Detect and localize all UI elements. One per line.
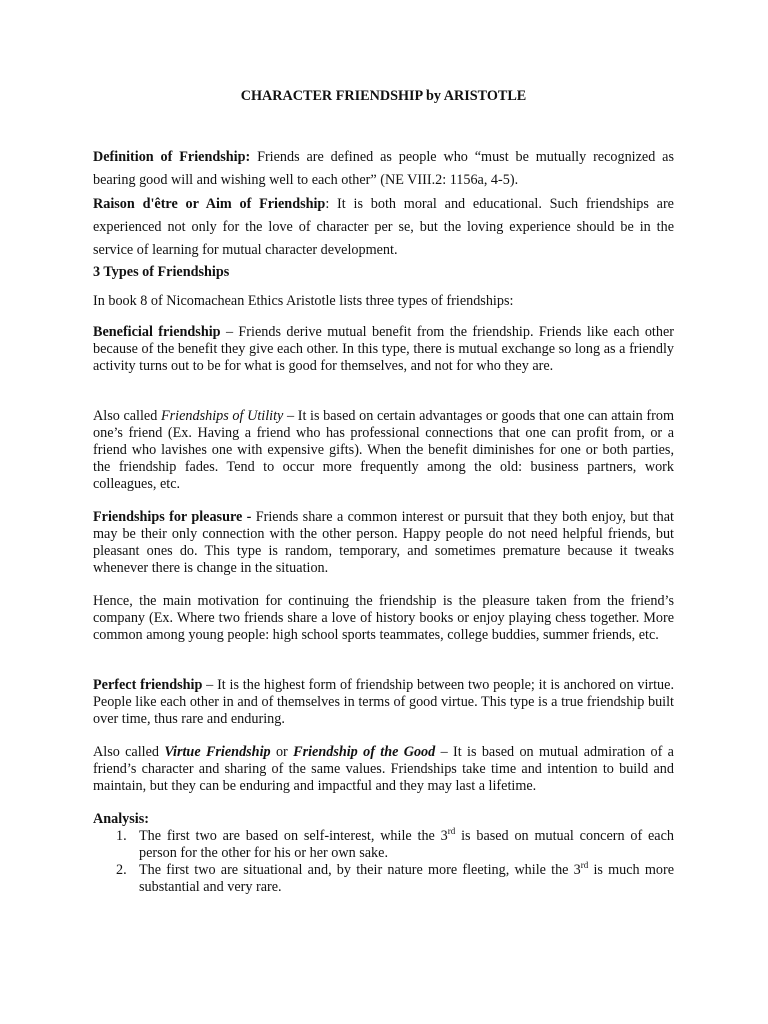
document-title: CHARACTER FRIENDSHIP by ARISTOTLE <box>240 88 527 104</box>
pleasure-label: Friendships for pleasure - <box>93 509 252 525</box>
beneficial-paragraph <box>93 324 674 375</box>
utility-paragraph: Also called Friendships of Utility – It is based on certain advantages or goods that one can attain from one’s friend (Ex. Having a friend who has professional connections that one can profit from, or a friend who lavishes one with expensive gifts). When the benefit diminishes for one or both parties, the friendship fades. Tend to occur more frequently among the old: business partners, work colleagues, etc. <box>93 408 674 492</box>
list-item: 2. The first two are situational and, by their nature more fleeting, while the 3rd is much more substantial and very rare. <box>116 860 674 895</box>
beneficial-label: Beneficial friendship <box>93 324 221 340</box>
analysis-list <box>93 828 674 896</box>
intro-paragraph: In book 8 of Nicomachean Ethics Aristotle lists three types of friendships: <box>93 293 514 309</box>
virtue-text: – It is based on mutual admiration of a friend’s character and sharing of the same values. Friendships take time and intention to build and maintain, but they can be enduring and impactful and they may last a lifetime. <box>93 744 674 794</box>
types-heading: 3 Types of Friendships <box>93 264 230 280</box>
raison-paragraph <box>93 193 674 262</box>
analysis-section <box>93 811 674 896</box>
list-item: 1. The first two are based on self-interest, while the 3rd is based on mutual concern of each person for the other for his or her own sake. <box>116 826 674 861</box>
raison-label: Raison d'être or Aim of Friendship <box>93 196 326 212</box>
definition-label: Definition of Friendship: <box>93 149 251 165</box>
raison-text: : It is both moral and educational. Such friendships are experienced not only for the love of character per se, but the loving experience should be in the service of learning for mutual character development. <box>93 196 674 258</box>
pleasure-text: Friends share a common interest or pursuit that they both enjoy, but that may be their only connection with the other person. Happy people do not need helpful friends, but pleasant ones do. This type is random, temporary, and sometimes premature because it tweaks whenever there is change in the situation. <box>93 509 674 576</box>
virtue-paragraph: Also called Virtue Friendship or Friendship of the Good – It is based on mutual admiration of a friend’s character and sharing of the same values. Friendships take time and intention to build and maintain, but they can be enduring and impactful and they may last a lifetime. <box>93 744 674 794</box>
hence-paragraph: Hence, the main motivation for continuing the friendship is the pleasure taken from the friend’s company (Ex. Where two friends share a love of history books or enjoy playing chess together. More common among young people: high school sports teammates, college buddies, summer friends, etc. <box>93 593 674 643</box>
virtue-name-1: Virtue Friendship <box>164 744 271 760</box>
perfect-label: Perfect friendship <box>93 677 203 693</box>
analysis-heading: Analysis: <box>93 811 149 827</box>
definition-paragraph <box>93 146 674 192</box>
utility-name: Friendships of Utility <box>160 408 284 424</box>
perfect-text: – It is the highest form of friendship between two people; it is anchored on virtue. People like each other in and of themselves in terms of good virtue. This type is a true friendship built over time, thus rare and enduring. <box>93 677 674 727</box>
definition-text: Friends are defined as people who “must be mutually recognized as bearing good will and wishing well to each other” (NE VIII.2: 1156a, 4-5). <box>93 149 674 188</box>
perfect-paragraph <box>93 677 674 728</box>
beneficial-text: – Friends derive mutual benefit from the friendship. Friends like each other because of the benefit they give each other. In this type, there is mutual exchange so long as a friendly activity turns out to be for what is good for themselves, and not for who they are. <box>93 324 674 374</box>
virtue-name-2: Friendship of the Good <box>293 744 436 760</box>
utility-text: – It is based on certain advantages or goods that one can attain from one’s friend (Ex. Having a friend who has professional connections that one can profit from, or a friend who lavishes one with expensive gifts). When the benefit diminishes for one or both parties, the friendship fades. Tend to occur more frequently among the old: business partners, work colleagues, etc. <box>93 408 674 492</box>
pleasure-paragraph <box>93 509 674 577</box>
